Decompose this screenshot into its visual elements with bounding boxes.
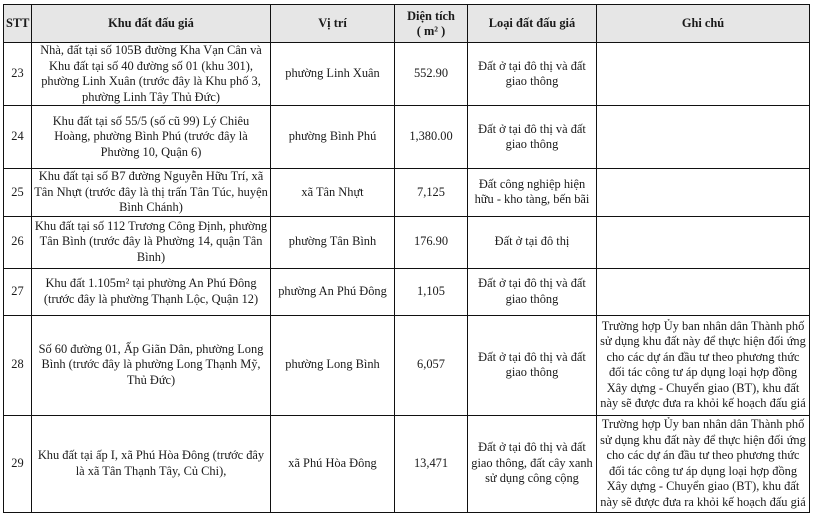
header-dien-tich-line2: ( m² )	[416, 23, 446, 38]
cell-loai-dat: Đất ở tại đô thị và đất giao thông, đất cây xanh sử dụng công cộng	[468, 415, 597, 512]
cell-khu-dat: Nhà, đất tại số 105B đường Kha Vạn Cân và Khu đất tại số 40 đường số 01 (khu 301), phường Linh Xuân (trước đây là Khu phố 3, phường Linh Tây Thủ Đức)	[32, 43, 271, 106]
cell-loai-dat: Đất ở tại đô thị và đất giao thông	[468, 268, 597, 315]
header-vi-tri: Vị trí	[271, 5, 395, 43]
cell-stt: 24	[4, 106, 32, 169]
cell-khu-dat: Khu đất tại số 55/5 (số cũ 99) Lý Chiêu Hoàng, phường Bình Phú (trước đây là Phường 10, Quận 6)	[32, 106, 271, 169]
header-dien-tich-line1: Diện tích	[407, 8, 455, 23]
cell-vi-tri: phường Long Bình	[271, 315, 395, 415]
cell-khu-dat: Khu đất 1.105m² tại phường An Phú Đông (trước đây là phường Thạnh Lộc, Quận 12)	[32, 268, 271, 315]
cell-dien-tich: 13,471	[395, 415, 468, 512]
cell-ghi-chu	[597, 106, 810, 169]
cell-loai-dat: Đất ở tại đô thị	[468, 216, 597, 268]
header-ghi-chu: Ghi chú	[597, 5, 810, 43]
cell-ghi-chu: Trường hợp Ủy ban nhân dân Thành phố sử dụng khu đất này để thực hiện đối ứng cho các dự án đầu tư theo phương thức đối tác công tư áp dụng loại hợp đồng Xây dựng - Chuyển giao (BT), khu đất này sẽ được đưa ra khỏi kế hoạch đấu giá	[597, 315, 810, 415]
cell-dien-tich: 1,380.00	[395, 106, 468, 169]
cell-vi-tri: phường Linh Xuân	[271, 43, 395, 106]
cell-stt: 27	[4, 268, 32, 315]
cell-dien-tich: 552.90	[395, 43, 468, 106]
table-row	[4, 216, 810, 268]
cell-vi-tri: phường Bình Phú	[271, 106, 395, 169]
cell-khu-dat: Khu đất tại số 112 Trương Công Định, phường Tân Bình (trước đây là Phường 14, quận Tân Bình)	[32, 216, 271, 268]
cell-loai-dat: Đất công nghiệp hiện hữu - kho tàng, bến bãi	[468, 169, 597, 217]
cell-stt: 23	[4, 43, 32, 106]
cell-vi-tri: phường Tân Bình	[271, 216, 395, 268]
cell-vi-tri: xã Tân Nhựt	[271, 169, 395, 217]
table-row	[4, 268, 810, 315]
table-row	[4, 43, 810, 106]
cell-dien-tich: 1,105	[395, 268, 468, 315]
cell-vi-tri: xã Phú Hòa Đông	[271, 415, 395, 512]
cell-ghi-chu	[597, 216, 810, 268]
cell-stt: 26	[4, 216, 32, 268]
cell-ghi-chu	[597, 169, 810, 217]
cell-dien-tich: 176.90	[395, 216, 468, 268]
cell-khu-dat: Khu đất tại số B7 đường Nguyễn Hữu Trí, xã Tân Nhựt (trước đây là thị trấn Tân Túc, huyện Bình Chánh)	[32, 169, 271, 217]
cell-khu-dat: Số 60 đường 01, Ấp Giãn Dân, phường Long Bình (trước đây là phường Long Thạnh Mỹ, Thủ Đức)	[32, 315, 271, 415]
cell-loai-dat: Đất ở tại đô thị và đất giao thông	[468, 315, 597, 415]
cell-dien-tich: 6,057	[395, 315, 468, 415]
table-row	[4, 415, 810, 512]
cell-loai-dat: Đất ở tại đô thị và đất giao thông	[468, 106, 597, 169]
header-khu-dat: Khu đất đấu giá	[32, 5, 271, 43]
table-header-row	[4, 5, 810, 43]
cell-stt: 29	[4, 415, 32, 512]
header-dien-tich	[395, 5, 468, 43]
cell-ghi-chu	[597, 43, 810, 106]
table-row	[4, 106, 810, 169]
cell-ghi-chu	[597, 268, 810, 315]
header-loai-dat: Loại đất đấu giá	[468, 5, 597, 43]
header-stt: STT	[4, 5, 32, 43]
cell-vi-tri: phường An Phú Đông	[271, 268, 395, 315]
table-row	[4, 315, 810, 415]
cell-stt: 25	[4, 169, 32, 217]
cell-khu-dat: Khu đất tại ấp I, xã Phú Hòa Đông (trước đây là xã Tân Thạnh Tây, Củ Chi),	[32, 415, 271, 512]
auction-land-table	[3, 4, 810, 513]
cell-loai-dat: Đất ở tại đô thị và đất giao thông	[468, 43, 597, 106]
cell-dien-tich: 7,125	[395, 169, 468, 217]
table-row	[4, 169, 810, 217]
cell-ghi-chu: Trường hợp Ủy ban nhân dân Thành phố sử dụng khu đất này để thực hiện đối ứng cho các dự án đầu tư theo phương thức đối tác công tư áp dụng loại hợp đồng Xây dựng - Chuyển giao (BT), khu đất này sẽ được đưa ra khỏi kế hoạch đấu giá	[597, 415, 810, 512]
cell-stt: 28	[4, 315, 32, 415]
